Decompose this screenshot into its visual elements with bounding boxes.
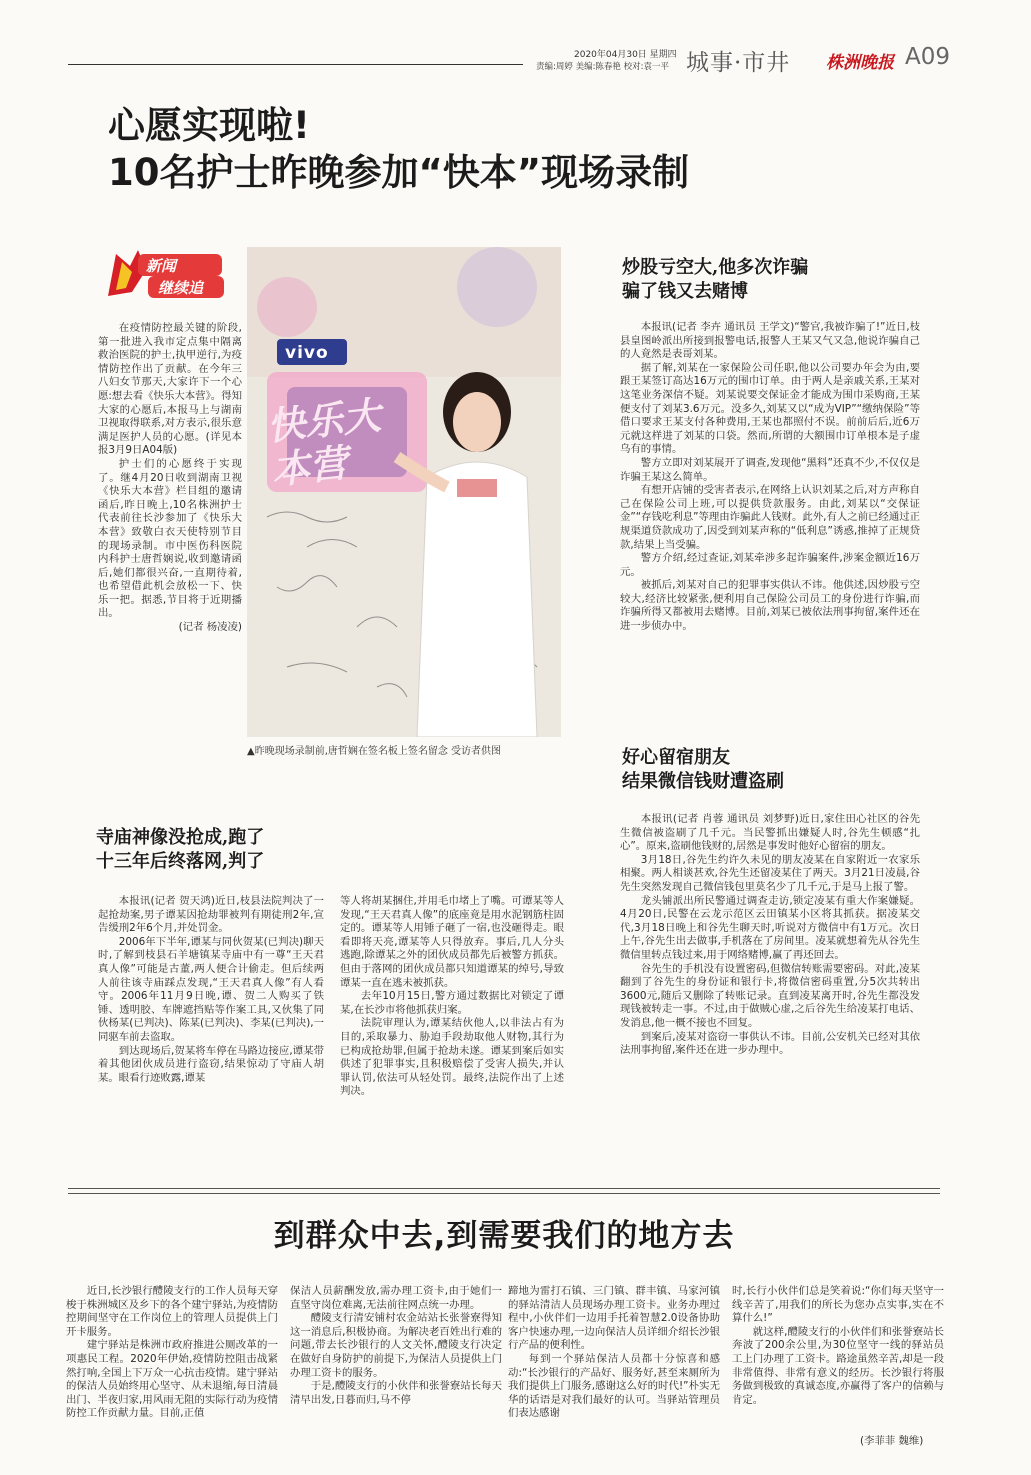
header-masthead: 株洲晚报 xyxy=(826,53,894,73)
lead-body xyxy=(98,322,242,635)
photo-show-name: 快乐大本营 xyxy=(264,393,383,493)
story3-paragraph: 3月18日,谷先生约许久未见的朋友凌某在自家附近一农家乐相聚。两人相谈甚欢,谷先生还留凌某住了两天。3月21日凌晨,谷先生突然发现自己微信钱包里莫名少了几千元,于是马上报了警。 xyxy=(620,853,920,893)
banner-paragraph: 蹄地为雷打石镇、三门镇、群丰镇、马家河镇的驿站清洁人员现场办理工资卡。业务办理过程中,小伙伴们一边用手托着智慧2.0设备协助客户快速办理,一边向保洁人员详细介绍长沙银行产品的便利性。 xyxy=(508,1285,720,1352)
story4-paragraph: 等人将胡某捆住,并用毛巾堵上了嘴。可谭某等人发现,“王天君真人像”的底座竟是用水泥钢筋柱固定的。谭某等人用锤子砸了一宿,也没砸得走。眼看即将天亮,谭某等人只得放弃。事后,几人分头逃跑,除谭某之外的团伙成员都先后被警方抓获。但由于落网的团伙成员都只知道谭某的绰号,导致谭某一直在逃未被抓获。 xyxy=(340,895,564,989)
story2-title-line1: 炒股亏空大,他多次诈骗 xyxy=(622,257,809,278)
story4-paragraph: 去年10月15日,警方通过数据比对锁定了谭某,在长沙市将他抓获归案。 xyxy=(340,990,564,1016)
header-date: 2020年04月30日 星期四 xyxy=(574,50,677,60)
banner-column-3 xyxy=(508,1285,720,1421)
story2-paragraph: 被抓后,刘某对自己的犯罪事实供认不讳。他供述,因炒股亏空较大,经济比较紧张,便利用自己保险公司员工的身份进行诈骗,而诈骗所得又都被用去赌博。目前,刘某已被依法刑事拘留,案件还在进一步侦办中。 xyxy=(620,579,920,633)
banner-paragraph: 就这样,醴陵支行的小伙伴们和张誉寮站长奔波了200余公里,为30位坚守一线的驿站员工上门办理了工资卡。路途虽然辛苦,却是一段非常值得、非常有意义的经历。长沙银行将服务做到极致的真诚态度,亦赢得了客户的信赖与肯定。 xyxy=(732,1325,944,1406)
banner-column-1 xyxy=(66,1285,278,1421)
story4-paragraph: 到达现场后,贺某将车停在马路边接应,谭某带着其他团伙成员进行盗窃,结果惊动了守庙人胡某。眼看行迹败露,谭某 xyxy=(98,1044,324,1084)
lead-title-line1: 心愿实现啦! xyxy=(108,104,310,147)
banner-paragraph: 于是,醴陵支行的小伙伴和张誉寮站长每天清早出发,日暮而归,马不停 xyxy=(290,1380,502,1406)
news-follow-badge xyxy=(102,246,228,302)
story2-body xyxy=(620,321,920,634)
story4-paragraph: 2006年下半年,谭某与同伙贺某(已判决)聊天时,了解到枝县石羊塘镇某寺庙中有一尊“王天君真人像”可能是古董,两人便合计偷走。但后续两人前往该寺庙踩点发现,“王天君真人像”有人看守。2006年11月9日晚,谭、贺二人购买了铁锤、透明胶、车牌遮挡贴等作案工具,又伙集了同伙杨某(已判决)、陈某(已判决)、李某(已判决),一同驱车前去盗取。 xyxy=(98,935,324,1043)
story2-title xyxy=(622,256,912,304)
story3-paragraph: 本报讯(记者 肖蓉 通讯员 刘梦野)近日,家住田心社区的谷先生微信被盗刷了几千元。当民警抓出嫌疑人时,谷先生顿感“扎心”。原来,盗刷他钱财的,居然是事发时他好心留宿的朋友。 xyxy=(620,813,920,853)
lead-title-line2: 10名护士昨晚参加“快本”现场录制 xyxy=(108,151,690,194)
header-editors: 责编:周婷 美编:陈春艳 校对:袁一平 xyxy=(536,62,669,72)
banner-rule-top xyxy=(68,1188,940,1194)
photo-illustration xyxy=(247,247,561,737)
header-page-number: A09 xyxy=(905,44,951,70)
photo-logo: vivo xyxy=(285,343,329,363)
lead-reporter: (记者 杨凌凌) xyxy=(178,621,242,634)
banner-column-4 xyxy=(732,1285,944,1407)
banner-paragraph: 近日,长沙银行醴陵支行的工作人员每天穿梭于株洲城区及乡下的各个建宁驿站,为疫情防控期间坚守在工作岗位上的管理人员提供上门开卡服务。 xyxy=(66,1285,278,1338)
story2-paragraph: 本报讯(记者 李卉 通讯员 王学文)“警官,我被诈骗了!”近日,枝县皇图岭派出所接到报警电话,报警人王某又气又急,他说诈骗自己的人竟然是表哥刘某。 xyxy=(620,321,920,361)
banner-column-2 xyxy=(290,1285,502,1407)
story4-column-1 xyxy=(98,895,324,1085)
story3-paragraph: 谷先生的手机没有设置密码,但微信转账需要密码。对此,凌某翻到了谷先生的身份证和银行卡,将微信密码重置,分5次共转出3600元,随后又删除了转账记录。直到凌某离开时,谷先生都没发现钱被转走一事。不过,由于做贼心虚,之后谷先生给凌某打电话、发消息,他一概不接也不回复。 xyxy=(620,962,920,1029)
lead-title xyxy=(108,104,888,198)
story3-paragraph: 到案后,凌某对盗窃一事供认不讳。目前,公安机关已经对其依法刑事拘留,案件还在进一步办理中。 xyxy=(620,1030,920,1057)
story2-paragraph: 有想开店铺的受害者表示,在网络上认识刘某之后,对方声称自己在保险公司上班,可以提供贷款服务。由此,刘某以“交保证金”“存钱吃利息”等理由诈骗此人钱财。此外,有人之前已经通过正规渠道贷款成功了,因受到刘某声称的“低利息”诱惑,推掉了正规贷款,结果上当受骗。 xyxy=(620,484,920,551)
story3-title-line2: 结果微信钱财遭盗刷 xyxy=(622,771,784,792)
photo-caption: ▲昨晚现场录制前,唐哲娴在签名板上签名留念 受访者供图 xyxy=(247,746,502,757)
story4-title-line2: 十三年后终落网,判了 xyxy=(96,851,265,872)
banner-paragraph: 醴陵支行清安铺村农金站站长张誉寮得知这一消息后,积极协商。为解决老百姓出行难的问题,带去长沙银行的人文关怀,醴陵支行决定在做好自身防护的前提下,为保洁人员提供上门办理工资卡的服务。 xyxy=(290,1312,502,1379)
story3-body xyxy=(620,813,920,1058)
story3-paragraph: 龙头铺派出所民警通过调查走访,锁定凌某有重大作案嫌疑。4月20日,民警在云龙示范区云田镇某小区将其抓获。据凌某交代,3月18日晚上和谷先生聊天时,听说对方微信中有1万元。次日上午,谷先生出去做事,手机落在了房间里。凌某就想着先从谷先生微信里转点钱过来,用于网络赌博,赢了再还回去。 xyxy=(620,894,920,961)
story4-title-line1: 寺庙神像没抢成,跑了 xyxy=(96,827,265,848)
story2-title-line2: 骗了钱又去赌博 xyxy=(622,281,748,302)
banner-paragraph: 时,长行小伙伴们总是笑着说:“你们每天坚守一线辛苦了,用我们的所长为您办点实事,实在不算什么!” xyxy=(732,1285,944,1325)
header-rule-left xyxy=(68,64,523,65)
story3-title-line1: 好心留宿朋友 xyxy=(622,747,730,768)
lead-photo xyxy=(247,247,561,737)
badge-line1: 新闻 xyxy=(146,257,177,275)
story4-paragraph: 法院审理认为,谭某结伙他人,以非法占有为目的,采取暴力、胁迫手段劫取他人财物,其行为已构成抢劫罪,但属于抢劫未遂。谭某到案后如实供述了犯罪事实,且积极赔偿了受害人损失,并认罪认罚,依法可从轻处罚。最终,法院作出了上述判决。 xyxy=(340,1017,564,1098)
lead-paragraph: 在疫情防控最关键的阶段,第一批进入我市定点集中隔离救治医院的护士,执甲逆行,为疫情防控作出了贡献。在今年三八妇女节那天,大家许下一个心愿:想去看《快乐大本营》。得知大家的心愿后,本报马上与湖南卫视取得联系,对方表示,很乐意满足医护人员的心愿。(详见本报3月9日A04版) xyxy=(98,322,242,457)
story4-paragraph: 本报讯(记者 贺天鸿)近日,枝县法院判决了一起抢劫案,男子谭某因抢劫罪被判有期徒刑2年,宣告缓刑2年6个月,并处罚金。 xyxy=(98,895,324,935)
banner-paragraph: 建宁驿站是株洲市政府推进公厕改革的一项惠民工程。2020年伊始,疫情防控阻击战紧然打响,全国上下万众一心抗击疫情。建宁驿站的保洁人员始终用心坚守、从未退缩,每日清晨出门、半夜归家,用风雨无阻的实际行动为疫情防控工作贡献力量。目前,正值 xyxy=(66,1339,278,1420)
story4-column-2 xyxy=(340,895,564,1099)
story2-paragraph: 警方介绍,经过查证,刘某牵涉多起诈骗案件,涉案金额近16万元。 xyxy=(620,552,920,578)
header-section: 城事·市井 xyxy=(686,50,791,76)
banner-paragraph: 保洁人员薪酬发放,需办理工资卡,由于她们一直坚守岗位难离,无法前往网点统一办理。 xyxy=(290,1285,502,1311)
banner-byline: (李菲菲 魏维) xyxy=(860,1435,924,1447)
banner-paragraph: 每到一个驿站保洁人员都十分惊喜和感动:“长沙银行的产品好、服务好,甚至来厕所为我们提供上门服务,感谢这么好的时代!”朴实无华的话语是对我们最好的认可。当驿站管理员们表达感谢 xyxy=(508,1352,720,1420)
story2-paragraph: 据了解,刘某在一家保险公司任职,他以公司要办年会为由,要跟王某签订高达16万元的围巾订单。由于两人是亲戚关系,王某对这笔业务深信不疑。刘某说要交保证金才能成为围巾采购商,王某便支付了刘某3.6万元。没多久,刘某又以“成为VIP”“缴纳保险”等借口要求王某支付各种费用,王某也都照付不误。前前后后,近6万元就这样进了刘某的口袋。然而,所谓的大额围巾订单根本是子虚乌有的事情。 xyxy=(620,361,920,456)
badge-line2: 继续追 xyxy=(158,279,204,297)
story4-title xyxy=(96,826,396,874)
story2-paragraph: 警方立即对刘某展开了调查,发现他“黑料”还真不少,不仅仅是诈骗王某这么简单。 xyxy=(620,456,920,483)
banner-title: 到群众中去,到需要我们的地方去 xyxy=(273,1218,735,1254)
lead-paragraph: 护士们的心愿终于实现了。继4月20日收到湖南卫视《快乐大本营》栏目组的邀请函后,昨日晚上,10名株洲护士代表前往长沙参加了《快乐大本营》致敬白衣天使特别节目的现场录制。市中医伤科医院内科护士唐哲娴说,收到邀请函后,她们都很兴奋,一直期待着,也希望借此机会放松一下、快乐一把。据悉,节目将于近期播出。 xyxy=(98,457,242,620)
story3-title xyxy=(622,746,912,794)
